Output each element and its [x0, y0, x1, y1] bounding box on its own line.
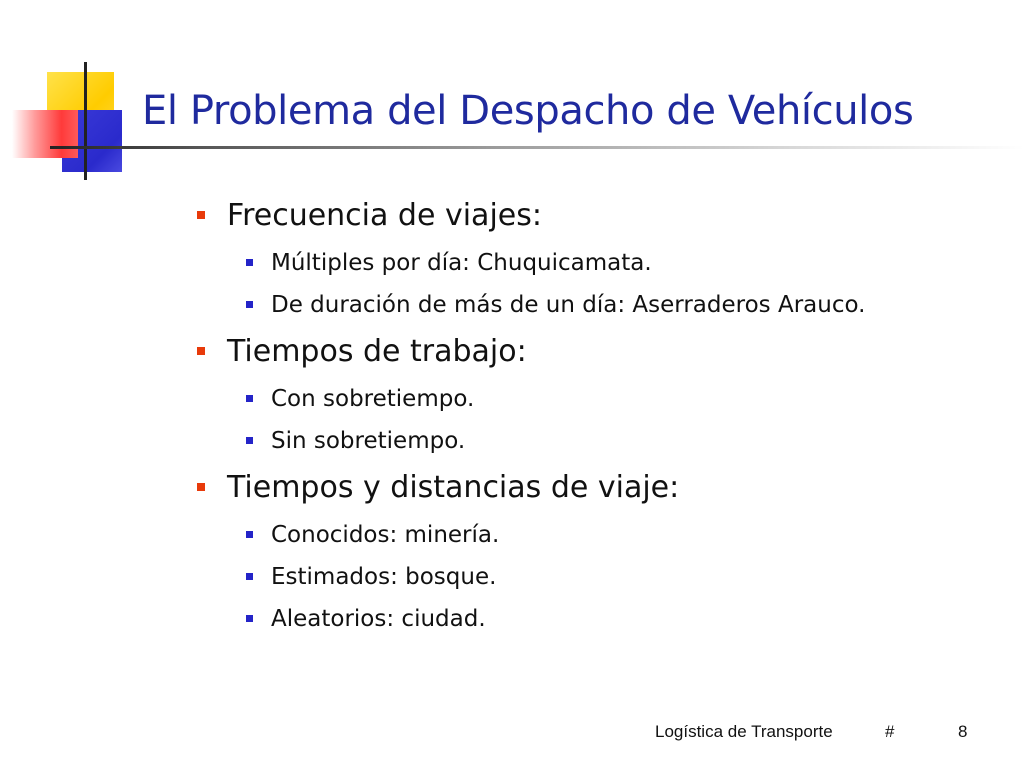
decorative-logo: [0, 0, 160, 190]
bullet-level1: [195, 462, 975, 514]
bullet-text: Tiempos y distancias de viaje:: [227, 470, 680, 505]
bullet-level2: [195, 242, 975, 284]
bullet-text: Estimados: bosque.: [271, 564, 497, 590]
square-bullet-icon: [246, 615, 253, 622]
bullet-level2: [195, 284, 975, 326]
vertical-line-decoration: [84, 62, 87, 180]
bullet-text: Aleatorios: ciudad.: [271, 606, 486, 632]
square-bullet-icon: [246, 259, 253, 266]
square-bullet-icon: [246, 573, 253, 580]
square-bullet-icon: [246, 531, 253, 538]
bullet-text: Conocidos: minería.: [271, 522, 500, 548]
bullet-text: Múltiples por día: Chuquicamata.: [271, 250, 652, 276]
slide-title: El Problema del Despacho de Vehículos: [142, 88, 914, 134]
bullet-text: Con sobretiempo.: [271, 386, 475, 412]
bullet-level1: [195, 190, 975, 242]
bullet-level2: [195, 598, 975, 640]
square-bullet-icon: [197, 483, 205, 491]
footer-course-title: Logística de Transporte: [655, 722, 833, 741]
bullet-text: De duración de más de un día: Aserraderos Arauco.: [271, 292, 866, 318]
square-bullet-icon: [197, 347, 205, 355]
square-bullet-icon: [246, 395, 253, 402]
bullet-level1: [195, 326, 975, 378]
square-bullet-icon: [246, 301, 253, 308]
bullet-text: Sin sobretiempo.: [271, 428, 466, 454]
square-bullet-icon: [246, 437, 253, 444]
bullet-level2: [195, 556, 975, 598]
bullet-level2: [195, 378, 975, 420]
footer-hash: #: [885, 722, 895, 741]
page-number: 8: [958, 722, 968, 741]
bullet-level2: [195, 514, 975, 556]
bullet-list: [195, 190, 975, 640]
bullet-level2: [195, 420, 975, 462]
red-square-decoration: [12, 110, 78, 158]
bullet-text: Frecuencia de viajes:: [227, 198, 542, 233]
square-bullet-icon: [197, 211, 205, 219]
title-underline: [50, 146, 1024, 149]
bullet-text: Tiempos de trabajo:: [227, 334, 527, 369]
